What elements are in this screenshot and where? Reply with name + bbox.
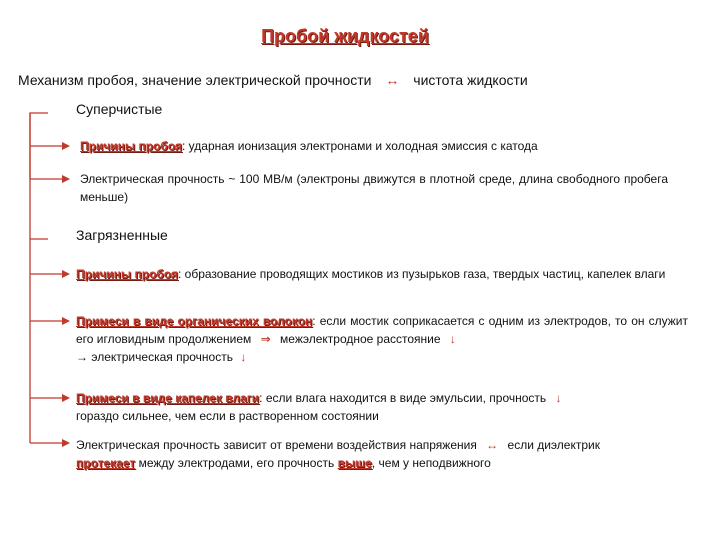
intro-text-after: чистота жидкости [413, 72, 528, 88]
organic-text2: межэлектродное расстояние [280, 332, 441, 346]
page-title: Пробой жидкостей [261, 26, 429, 46]
down-arrow-icon: ↓ [240, 350, 247, 364]
dirty-causes-label: Причины пробоя [76, 267, 178, 281]
dirty-header: Загрязненные [76, 227, 168, 243]
moisture-text2: гораздо сильнее, чем если в растворенном состоянии [76, 409, 379, 423]
intro-line [18, 72, 528, 88]
pure-strength: Электрическая прочность ~ 100 МВ/м (электроны движутся в плотной среде, длина свободного пробега меньше) [80, 172, 668, 204]
pure-causes [80, 137, 680, 155]
organic-text1: : если мостик соприкасается с одним из электродов, то он служит его игловидным продолжением [76, 314, 688, 346]
organic-text3: электрическая прочность [91, 350, 233, 364]
time-text1: Электрическая прочность зависит от времени воздействия напряжения [76, 438, 477, 452]
moisture-impurities [76, 389, 688, 425]
right-arrow-icon: → [76, 350, 88, 364]
dirty-causes-text: : образование проводящих мостиков из пузырьков газа, твердых частиц, капелек влаги [178, 267, 666, 281]
down-arrow-icon: ↓ [555, 391, 562, 405]
pure-header: Суперчистые [76, 101, 163, 117]
time-text3: между электродами, его прочность [138, 456, 335, 470]
double-arrow-icon: ↔ [385, 72, 400, 88]
moisture-text1: : если влага находится в виде эмульсии, прочность [259, 391, 547, 405]
pure-causes-label: Причины пробоя [80, 139, 182, 153]
moisture-label: Примеси в виде капелек влаги [76, 391, 260, 405]
implies-arrow-icon: ⇒ [260, 332, 271, 346]
organic-label: Примеси в виде органических волокон [76, 314, 313, 328]
pure-causes-text: : ударная ионизация электронами и холодная эмиссия с катода [182, 139, 538, 153]
organic-impurities [76, 312, 688, 366]
bracket-main [30, 113, 48, 239]
double-arrow-icon: ↔ [486, 438, 499, 452]
down-arrow-icon: ↓ [449, 332, 456, 346]
time-keyword-flows: протекает [76, 456, 136, 470]
time-text4: , чем у неподвижного [371, 456, 491, 470]
intro-text-before: Механизм пробоя, значение электрической прочности [18, 72, 372, 88]
time-keyword-higher: выше [337, 456, 372, 470]
time-dependence [76, 436, 696, 472]
time-text2: если диэлектрик [507, 438, 600, 452]
dirty-causes [76, 265, 688, 283]
